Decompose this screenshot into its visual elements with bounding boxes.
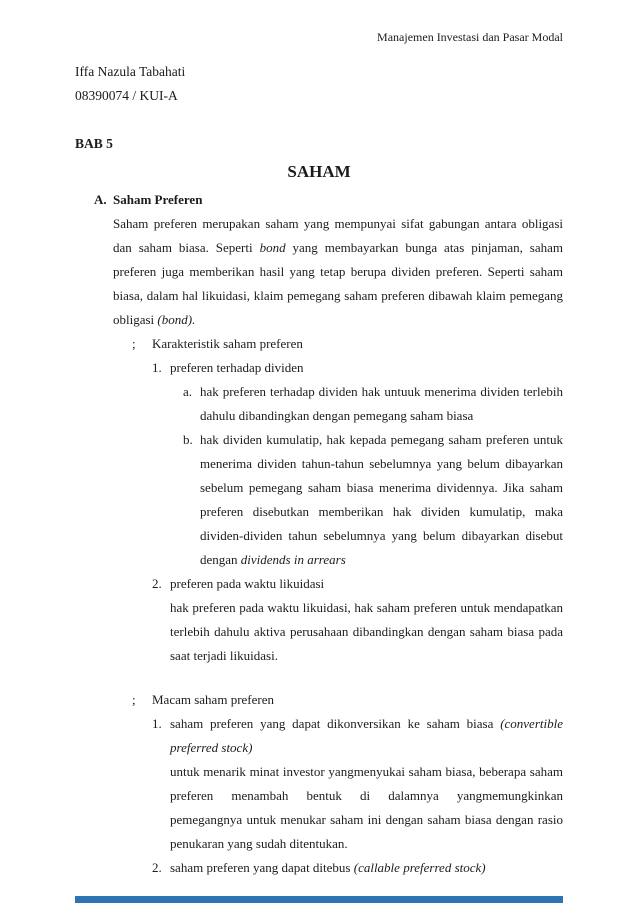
- list-marker-m2: 2.: [152, 860, 162, 875]
- list-item-macam-2: [75, 856, 563, 880]
- chapter-label: BAB 5: [75, 136, 113, 151]
- intro-text-2: yang membayarkan bunga atas pinjaman, saham preferen juga memberikan hasil yang tetap berupa dividen preferen. Seperti saham biasa, dalam hal likuidasi, klaim pemegang saham preferen dibawah klaim pemegang obligasi: [113, 240, 563, 327]
- section-a-heading: [75, 188, 563, 212]
- list-marker-a: a.: [183, 384, 193, 399]
- macam-2-text: saham preferen yang dapat ditebus: [170, 860, 354, 875]
- bullet-macam-label: Macam saham preferen: [152, 692, 274, 707]
- list-item-macam-2-text: [170, 856, 563, 880]
- list-item-macam-1: [75, 712, 563, 760]
- macam-1-italic: (convertible preferred stock): [170, 716, 563, 755]
- bullet-macam: [75, 688, 563, 712]
- section-a-label: A.: [94, 192, 107, 207]
- list-marker-b: b.: [183, 432, 193, 447]
- macam-1-body: untuk menarik minat investor yangmenyukai saham biasa, beberapa saham preferen menambah bentuk di dalamnya yangmemungkinkan pemegangnya untuk menukar saham ini dengan saham biasa dengan rasio penukaran yang sudah ditentukan.: [170, 764, 563, 851]
- list-item-macam-1-text: [170, 712, 563, 760]
- intro-italic-bond: bond: [259, 240, 286, 255]
- item-1b-italic: dividends in arrears: [240, 552, 346, 567]
- macam-1-text: saham preferen yang dapat dikonversikan ke saham biasa: [170, 716, 501, 731]
- list-item-karakteristik-1-text: preferen terhadap dividen: [170, 360, 304, 375]
- list-marker-m1: 1.: [152, 716, 162, 731]
- list-item-karakteristik-1a-text: hak preferen terhadap dividen hak untuuk menerima dividen terlebih dahulu dibandingkan dengan pemegang saham biasa: [200, 384, 563, 423]
- page-title: SAHAM: [287, 162, 351, 181]
- bullet-karakteristik: [75, 332, 563, 356]
- author-block: [75, 60, 563, 108]
- running-head-text: Manajemen Investasi dan Pasar Modal: [377, 30, 563, 44]
- list-item-karakteristik-1: [75, 356, 563, 380]
- list-item-karakteristik-1a: [75, 380, 563, 428]
- intro-text-1: Saham preferen merupakan saham yang mempunyai sifat gabungan antara obligasi dan saham biasa. Seperti: [113, 216, 563, 255]
- author-id: 08390074 / KUI-A: [75, 88, 178, 103]
- list-item-karakteristik-2: [75, 572, 563, 596]
- running-head: [75, 30, 563, 44]
- footer-accent-bar: [75, 896, 563, 903]
- karakteristik-2-body: hak preferen pada waktu likuidasi, hak saham preferen untuk mendapatkan terlebih dahulu aktiva perusahaan dibandingkan dengan saham biasa pada saat terjadi likuidasi.: [170, 600, 563, 663]
- section-a-title: Saham Preferen: [113, 192, 203, 207]
- item-1b-text: hak dividen kumulatip, hak kepada pemegang saham preferen untuk menerima dividen tahun-tahun sebelumnya yang belum dibayarkan sebelum pemegang saham biasa menerima dividennya. Jika saham preferen disebutkan memberikan hak dividen kumulatip, maka dividen-dividen tahun sebelumnya yang belum dibayarkan disebut dengan: [200, 432, 563, 567]
- bullet-glyph-2: ;: [132, 692, 136, 707]
- list-marker-2: 2.: [152, 576, 162, 591]
- list-item-karakteristik-2-text: preferen pada waktu likuidasi: [170, 576, 325, 591]
- intro-paragraph: [113, 212, 563, 332]
- list-item-karakteristik-1b: [75, 428, 563, 572]
- list-item-karakteristik-1b-text: [200, 428, 563, 572]
- bullet-glyph: ;: [132, 336, 136, 351]
- intro-italic-bond-2: (bond).: [157, 312, 196, 327]
- bullet-karakteristik-label: Karakteristik saham preferen: [152, 336, 303, 351]
- list-marker-1: 1.: [152, 360, 162, 375]
- macam-2-italic: (callable preferred stock): [353, 860, 486, 875]
- author-name: Iffa Nazula Tabahati: [75, 64, 186, 79]
